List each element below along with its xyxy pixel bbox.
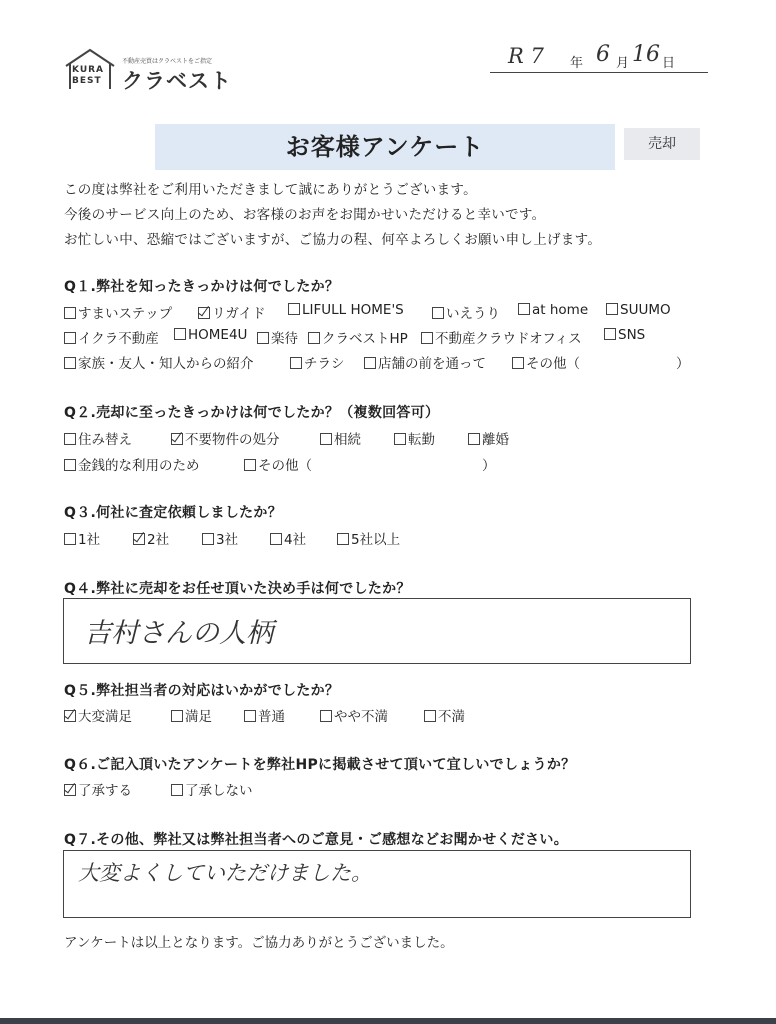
- checkbox-icon: [320, 710, 332, 722]
- checkbox-icon: [604, 328, 616, 340]
- checkbox-checked-icon: [133, 533, 145, 545]
- checkbox-icon: [308, 332, 320, 344]
- q1-option-sns[interactable]: SNS: [604, 327, 645, 343]
- checkbox-checked-icon: [64, 784, 76, 796]
- checkbox-icon: [64, 433, 76, 445]
- checkbox-icon: [337, 533, 349, 545]
- q6-question: Q６.ご記入頂いたアンケートを弊社HPに掲載させて頂いて宜しいでしょうか？: [64, 757, 576, 773]
- date-year-label: 年: [570, 56, 584, 71]
- q1-option-kurabest-hp[interactable]: クラベストHP: [308, 327, 408, 347]
- q2-option-divorce[interactable]: 離婚: [468, 428, 509, 448]
- checkbox-icon: [606, 303, 618, 315]
- q3-option-3[interactable]: 3社: [202, 528, 238, 548]
- checkbox-icon: [288, 303, 300, 315]
- checkbox-icon: [64, 459, 76, 471]
- q5-option-satisfied[interactable]: 満足: [171, 705, 212, 725]
- closing-message: アンケートは以上となります。ご協力ありがとうございました。: [64, 935, 454, 951]
- q2-option-disposal[interactable]: 不要物件の処分: [171, 428, 280, 448]
- checkbox-icon: [421, 332, 433, 344]
- date-day-handwritten: 16: [632, 42, 660, 67]
- checkbox-icon: [64, 307, 76, 319]
- checkbox-icon: [64, 357, 76, 369]
- bottom-edge-bar: [0, 1018, 776, 1024]
- q1-option-ikura[interactable]: イクラ不動産: [64, 327, 159, 347]
- checkbox-icon: [174, 328, 186, 340]
- logo-kura-text: KURA: [72, 65, 105, 75]
- q3-question: Q３.何社に査定依頼しましたか？: [64, 505, 283, 521]
- q5-option-very-satisfied[interactable]: 大変満足: [64, 705, 132, 725]
- checkbox-icon: [364, 357, 376, 369]
- checkbox-icon: [171, 784, 183, 796]
- q4-answer-box[interactable]: [63, 598, 691, 664]
- q1-option-cloud-office[interactable]: 不動産クラウドオフィス: [421, 327, 582, 347]
- q1-option-storefront[interactable]: 店舗の前を通って: [364, 352, 486, 372]
- category-badge: 売却: [624, 128, 700, 160]
- date-month-handwritten: 6: [596, 42, 610, 67]
- q1-option-home4u[interactable]: HOME4U: [174, 327, 247, 343]
- checkbox-checked-icon: [64, 710, 76, 722]
- q2-options: [0, 428, 776, 474]
- date-month-label: 月: [616, 56, 630, 71]
- q6-options: [0, 779, 776, 801]
- q1-options: [0, 302, 776, 372]
- q1-other-close-paren: ）: [676, 356, 690, 372]
- q3-option-1[interactable]: 1社: [64, 528, 100, 548]
- checkbox-icon: [518, 303, 530, 315]
- checkbox-icon: [202, 533, 214, 545]
- logo-name: クラベスト: [122, 69, 232, 93]
- logo-tagline: 不動産売買はクラベストをご指定: [122, 58, 213, 65]
- q5-option-slightly-dissatisfied[interactable]: やや不満: [320, 705, 388, 725]
- q2-option-transfer[interactable]: 転勤: [394, 428, 435, 448]
- checkbox-icon: [320, 433, 332, 445]
- q5-question: Q５.弊社担当者の対応はいかがでしたか？: [64, 683, 340, 699]
- q1-option-athome[interactable]: at home: [518, 302, 588, 318]
- q5-option-dissatisfied[interactable]: 不満: [424, 705, 465, 725]
- intro-line-3: お忙しい中、恐縮ではございますが、ご協力の程、何卒よろしくお願い申し上げます。: [64, 232, 602, 248]
- checkbox-icon: [468, 433, 480, 445]
- q3-option-2[interactable]: 2社: [133, 528, 169, 548]
- q1-option-lifull[interactable]: LIFULL HOME'S: [288, 302, 404, 318]
- checkbox-icon: [64, 332, 76, 344]
- checkbox-icon: [171, 710, 183, 722]
- intro-line-1: この度は弊社をご利用いただきまして誠にありがとうございます。: [64, 182, 477, 198]
- date-day-label: 日: [662, 56, 676, 71]
- q1-option-suumo[interactable]: SUUMO: [606, 302, 671, 318]
- intro-line-2: 今後のサービス向上のため、お客様のお声をお聞かせいただけると幸いです。: [64, 207, 546, 223]
- q6-option-agree[interactable]: 了承する: [64, 779, 132, 799]
- checkbox-icon: [512, 357, 524, 369]
- checkbox-checked-icon: [171, 433, 183, 445]
- q7-answer-box[interactable]: [63, 850, 691, 918]
- q3-options: [0, 528, 776, 550]
- q5-options: [0, 705, 776, 727]
- q2-option-other[interactable]: その他（: [244, 454, 312, 474]
- checkbox-icon: [290, 357, 302, 369]
- checkbox-icon: [424, 710, 436, 722]
- q3-option-5plus[interactable]: 5社以上: [337, 528, 400, 548]
- q1-option-reguide[interactable]: リガイド: [198, 302, 265, 322]
- q7-question: Q７.その他、弊社又は弊社担当者へのご意見・ご感想などお聞かせください。: [64, 832, 569, 848]
- checkbox-icon: [64, 533, 76, 545]
- checkbox-icon: [244, 710, 256, 722]
- q1-option-sumai-step[interactable]: すまいステップ: [64, 302, 172, 322]
- company-logo: [64, 48, 244, 92]
- q1-option-referral[interactable]: 家族・友人・知人からの紹介: [64, 352, 254, 372]
- q3-option-4[interactable]: 4社: [270, 528, 306, 548]
- q1-option-ieuri[interactable]: いえうり: [432, 302, 500, 322]
- q1-option-rakumachi[interactable]: 楽待: [257, 327, 298, 347]
- q6-option-disagree[interactable]: 了承しない: [171, 779, 253, 799]
- checkbox-icon: [432, 307, 444, 319]
- q4-question: Q４.弊社に売却をお任せ頂いた決め手は何でしたか？: [64, 581, 411, 597]
- q5-option-neutral[interactable]: 普通: [244, 705, 285, 725]
- q2-option-inheritance[interactable]: 相続: [320, 428, 361, 448]
- logo-best-text: BEST: [72, 76, 102, 86]
- date-field: [490, 42, 708, 73]
- q1-option-other[interactable]: その他（: [512, 352, 580, 372]
- checkbox-checked-icon: [198, 307, 210, 319]
- checkbox-icon: [394, 433, 406, 445]
- q2-other-close-paren: ）: [482, 458, 496, 474]
- checkbox-icon: [244, 459, 256, 471]
- q2-question: Q２.売却に至ったきっかけは何でしたか？（複数回答可）: [64, 405, 440, 421]
- page-title: お客様アンケート: [155, 124, 615, 170]
- q1-option-flyer[interactable]: チラシ: [290, 352, 345, 372]
- q2-option-relocation[interactable]: 住み替え: [64, 428, 132, 448]
- q2-option-financial[interactable]: 金銭的な利用のため: [64, 454, 200, 474]
- date-era-handwritten: R 7: [508, 44, 544, 68]
- q7-answer-handwritten: 大変よくしていただけました。: [78, 861, 372, 885]
- q4-answer-handwritten: 吉村さんの人柄: [84, 618, 273, 649]
- q1-question: Q１.弊社を知ったきっかけは何でしたか？: [64, 279, 340, 295]
- checkbox-icon: [257, 332, 269, 344]
- checkbox-icon: [270, 533, 282, 545]
